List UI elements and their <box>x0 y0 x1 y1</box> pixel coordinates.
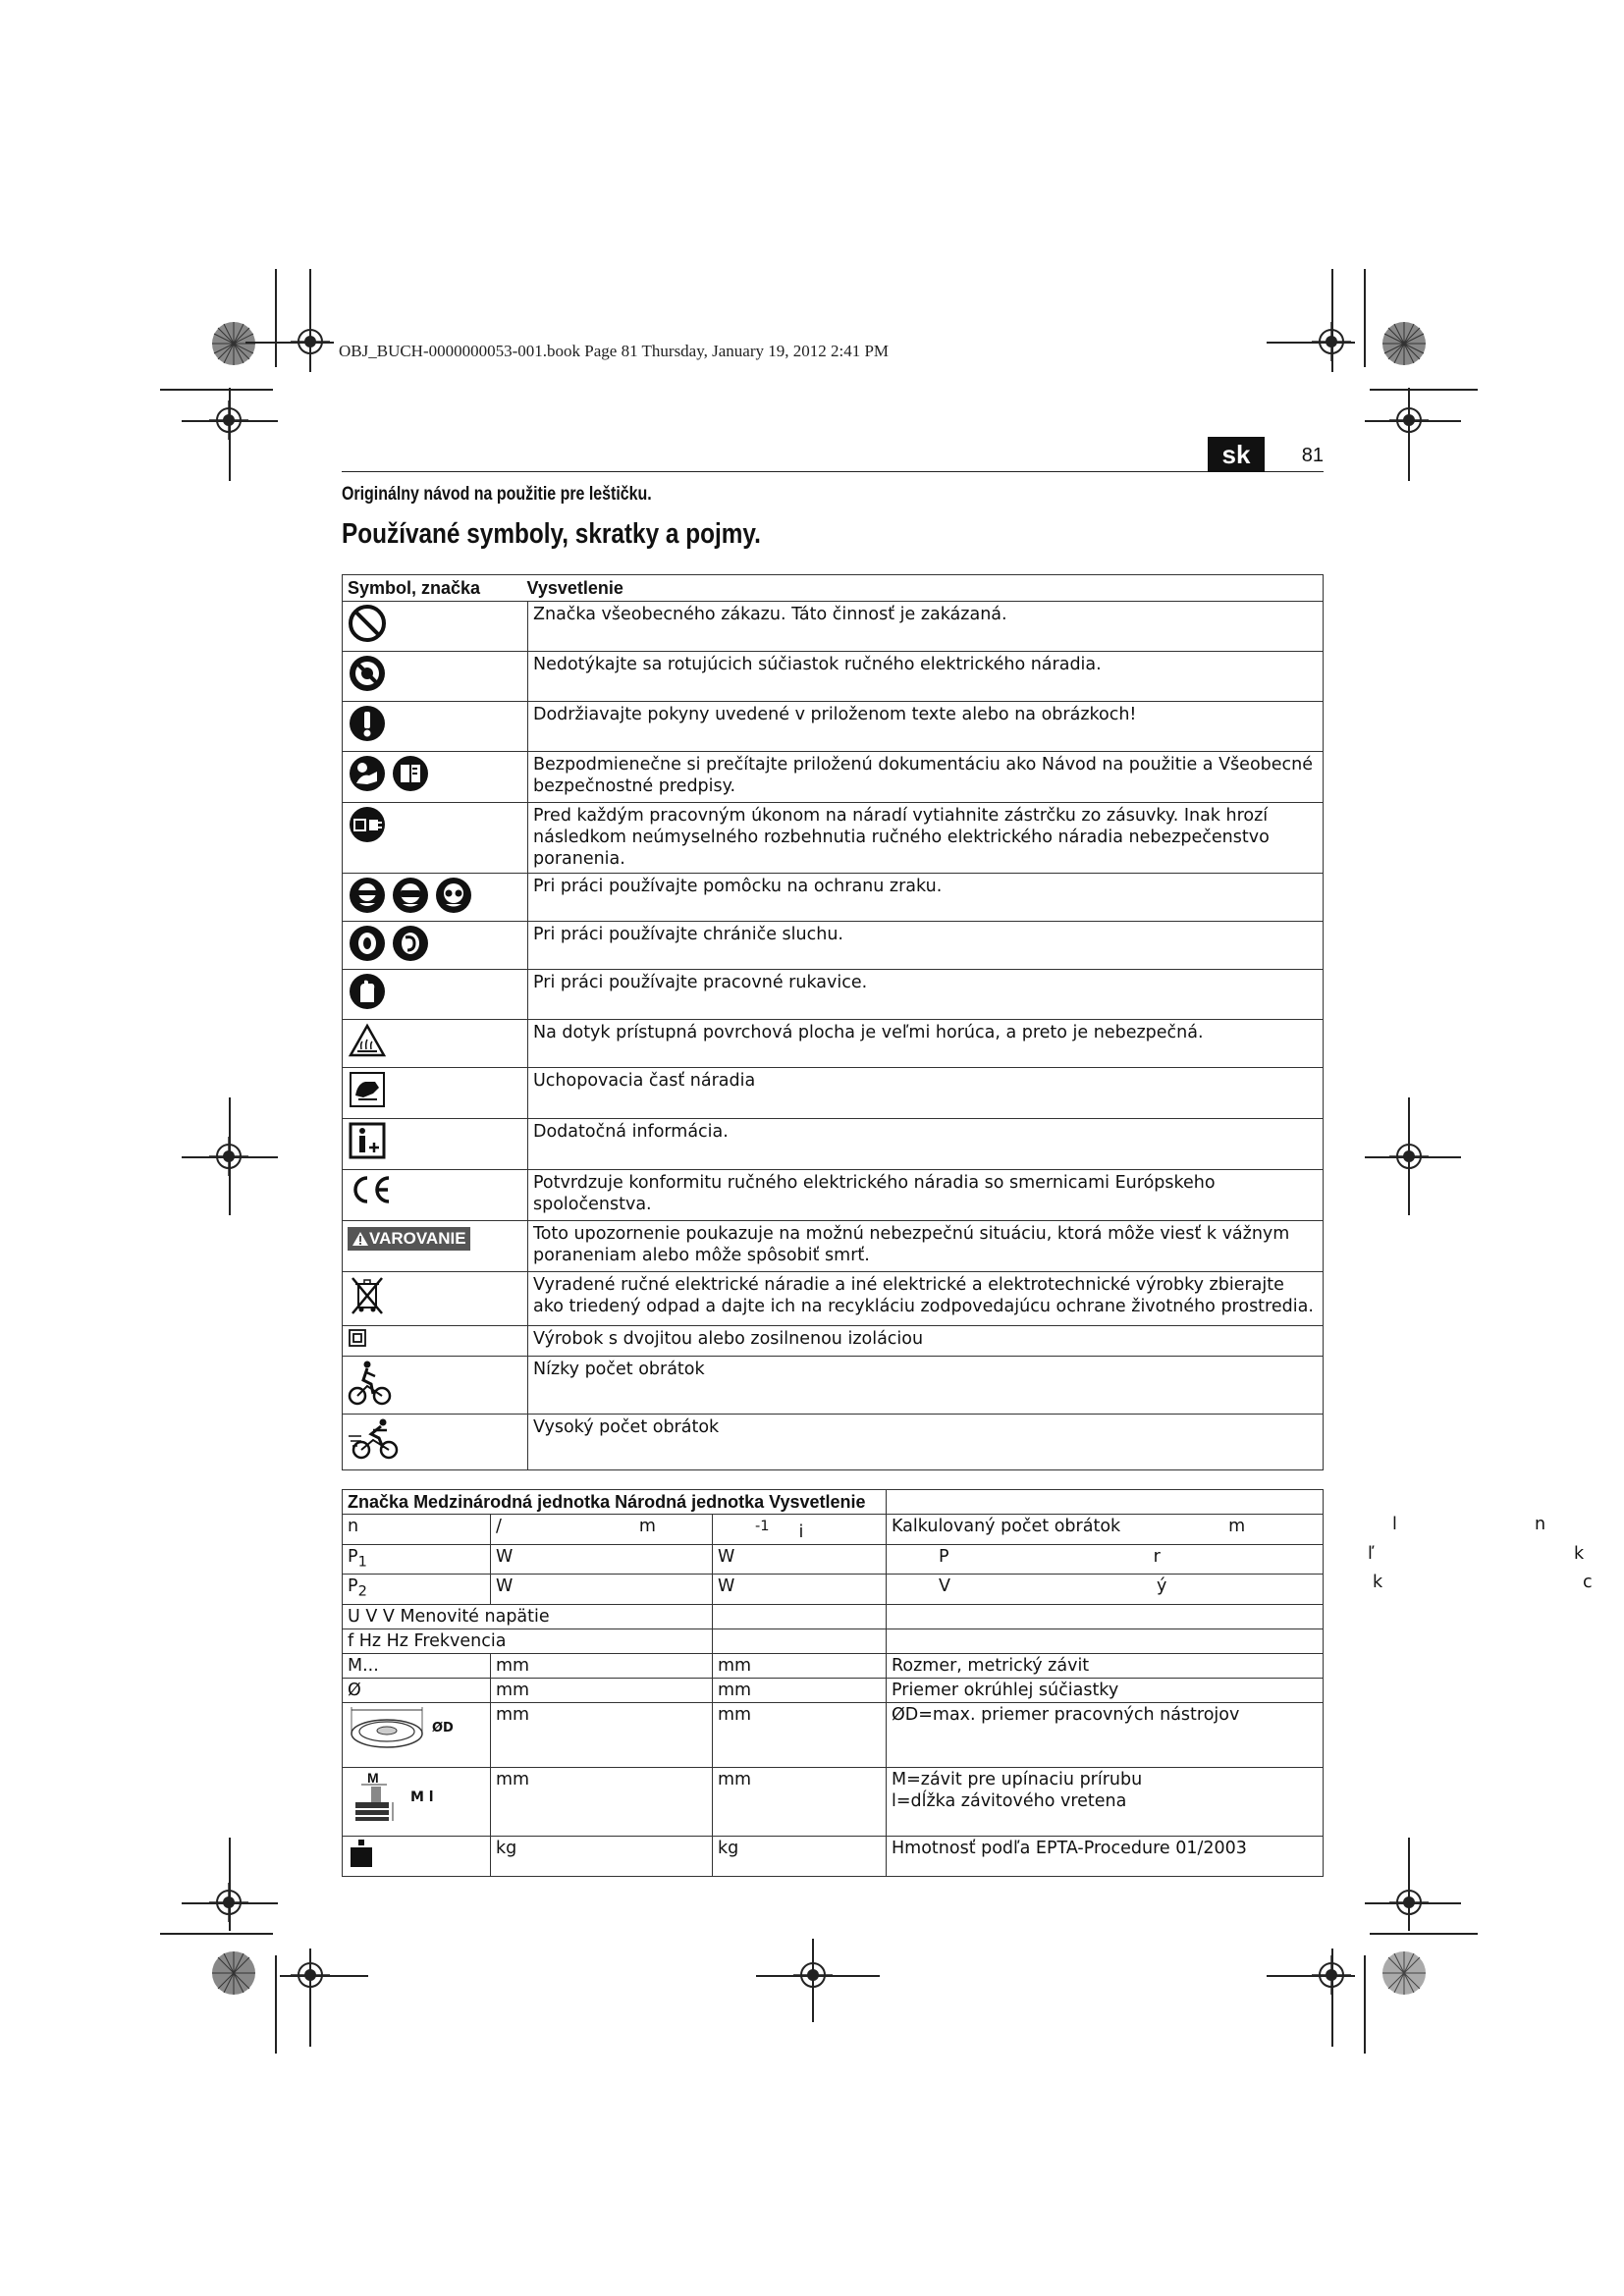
intl-unit-cell: mm <box>491 1653 713 1678</box>
explanation-cell: Toto upozornenie poukazuje na možnú nebezpečnú situáciu, ktorá môže viesť k vážnym poraneniam alebo môže spôsobiť smrť. <box>528 1221 1324 1272</box>
high-speed-bike-icon <box>348 1416 403 1460</box>
explanation-cell: Nedotýkajte sa rotujúcich súčiastok ručného elektrického náradia. <box>528 652 1324 702</box>
symbol-cell <box>343 1272 528 1326</box>
table-row <box>343 1836 1324 1876</box>
symbol-cell <box>343 1221 528 1272</box>
crop-line <box>229 1838 231 1931</box>
table-row <box>343 1068 1324 1119</box>
crop-line <box>1365 420 1461 422</box>
symbol-cell <box>343 702 528 752</box>
color-target-icon <box>210 1949 257 1997</box>
national-unit-cell <box>713 1604 887 1629</box>
symbol-cell: $P_1$ <box>343 1544 491 1575</box>
column-header-empty <box>887 1490 1324 1515</box>
crop-line <box>1370 389 1478 391</box>
crop-line <box>1364 1955 1366 2054</box>
description-cell: Priemer okrúhlej súčiastky <box>887 1678 1324 1702</box>
file-info: OBJ_BUCH-0000000053-001.book Page 81 Thursday, January 19, 2012 2:41 PM <box>339 342 890 360</box>
crop-line <box>756 1975 880 1977</box>
table-row <box>343 1357 1324 1415</box>
table-row <box>343 1767 1324 1836</box>
intl-unit-cell: / m <box>491 1515 713 1545</box>
info-icon <box>348 1121 387 1160</box>
spindle-thread-icon: M M l <box>348 1769 485 1826</box>
national-unit-cell: mm <box>713 1678 887 1702</box>
table-row <box>343 1653 1324 1678</box>
weee-bin-icon <box>348 1274 387 1317</box>
symbol-cell <box>343 922 528 970</box>
national-unit-cell <box>713 1629 887 1653</box>
table-row <box>343 1170 1324 1221</box>
explanation-cell: Značka všeobecného zákazu. Táto činnosť je zakázaná. <box>528 602 1324 652</box>
read-manual-icon <box>348 754 522 793</box>
table-row <box>343 1020 1324 1068</box>
crop-line <box>182 1156 278 1158</box>
national-unit-cell: mm <box>713 1767 887 1836</box>
table-row <box>343 970 1324 1020</box>
explanation-cell: Pred každým pracovným úkonom na náradí vytiahnite zástrčku zo zásuvky. Inak hrozí následkom neúmyselného rozbehnutia ručného elektrického náradia nebezpečenstvo poranenia. <box>528 803 1324 874</box>
overflow-char: n <box>1535 1515 1546 1534</box>
crop-line <box>309 1949 311 2047</box>
crop-line <box>160 1933 273 1935</box>
description-cell: M=závit pre upínaciu prírubu l=dĺžka závitového vretena <box>887 1767 1324 1836</box>
symbol-cell: Ø <box>343 1678 491 1702</box>
overflow-char: k <box>1574 1544 1585 1564</box>
description-cell: Rozmer, metrický závit <box>887 1653 1324 1678</box>
crop-line <box>1267 342 1355 344</box>
ear-protection-icon <box>348 924 522 963</box>
ce-mark-icon <box>348 1172 395 1207</box>
overflow-char: c <box>1583 1573 1593 1592</box>
table-row <box>343 1544 1324 1575</box>
intl-unit-cell: mm <box>491 1702 713 1767</box>
table-header-row <box>343 575 1324 602</box>
explanation-cell: Pri práci používajte pracovné rukavice. <box>528 970 1324 1020</box>
symbol-cell <box>343 1170 528 1221</box>
table-row <box>343 803 1324 874</box>
crop-line <box>309 269 311 372</box>
no-touch-rotating-icon <box>348 654 387 693</box>
table-row <box>343 1629 1324 1653</box>
explanation-cell: Dodržiavajte pokyny uvedené v priloženom texte alebo na obrázkoch! <box>528 702 1324 752</box>
explanation-cell: Pri práci používajte pomôcku na ochranu zraku. <box>528 874 1324 922</box>
crop-line <box>1365 1156 1461 1158</box>
crop-line <box>160 389 273 391</box>
exclamation-icon <box>348 704 387 743</box>
intl-unit-cell: mm <box>491 1678 713 1702</box>
symbol-cell <box>343 803 528 874</box>
intl-unit-cell: kg <box>491 1836 713 1876</box>
description-cell <box>887 1629 1324 1653</box>
national-unit-cell: W <box>713 1575 887 1605</box>
column-header: Vysvetlenie <box>528 575 1324 602</box>
symbols-table <box>342 574 1324 1470</box>
gloves-icon <box>348 972 387 1011</box>
table-row <box>343 602 1324 652</box>
national-unit-cell: mm <box>713 1653 887 1678</box>
symbol-cell: $P_2$ <box>343 1575 491 1605</box>
symbol-cell <box>343 874 528 922</box>
crop-line <box>275 1955 277 2054</box>
column-header: Symbol, značka <box>343 575 528 602</box>
merged-cell: f Hz Hz Frekvencia <box>343 1629 713 1653</box>
table-row <box>343 1702 1324 1767</box>
table-row <box>343 1575 1324 1605</box>
table-row <box>343 874 1324 922</box>
symbol-cell <box>343 652 528 702</box>
language-tab: sk <box>1208 437 1265 472</box>
subtitle: Originálny návod na použitie pre leštičku. <box>342 484 652 505</box>
table-row <box>343 702 1324 752</box>
crop-line <box>182 1902 278 1904</box>
crop-line <box>1408 388 1410 481</box>
table-row <box>343 1515 1324 1545</box>
table-row <box>343 1221 1324 1272</box>
color-target-icon <box>210 320 257 367</box>
merged-cell: U V V Menovité napätie <box>343 1604 713 1629</box>
crop-line <box>182 420 278 422</box>
table-header-row <box>343 1490 1324 1515</box>
explanation-cell: Vysoký počet obrátok <box>528 1415 1324 1470</box>
crop-line <box>1331 269 1333 372</box>
disc-diameter-icon: ØD <box>348 1704 485 1753</box>
units-table <box>342 1489 1324 1877</box>
national-unit-cell: $^{-1}$ i <box>713 1515 887 1545</box>
symbol-cell <box>343 1119 528 1170</box>
explanation-cell: Dodatočná informácia. <box>528 1119 1324 1170</box>
intl-unit-cell: W <box>491 1575 713 1605</box>
crop-line <box>280 1975 368 1977</box>
explanation-cell: Bezpodmienečne si prečítajte priloženú dokumentáciu ako Návod na použitie a Všeobecné bezpečnostné predpisy. <box>528 752 1324 803</box>
weight-icon <box>348 1838 375 1869</box>
table-row <box>343 1326 1324 1357</box>
crop-line <box>1365 1902 1461 1904</box>
table-row <box>343 1119 1324 1170</box>
symbol-cell <box>343 752 528 803</box>
hot-surface-icon <box>348 1022 387 1059</box>
column-header: Značka Medzinárodná jednotka Národná jednotka Vysvetlenie <box>343 1490 887 1515</box>
symbol-cell <box>343 1020 528 1068</box>
symbol-cell <box>343 1415 528 1470</box>
crop-line <box>275 269 277 367</box>
intl-unit-cell: mm <box>491 1767 713 1836</box>
symbol-cell: M... <box>343 1653 491 1678</box>
table-row <box>343 1678 1324 1702</box>
symbol-cell <box>343 1836 491 1876</box>
national-unit-cell: mm <box>713 1702 887 1767</box>
page-header <box>342 432 1324 472</box>
low-speed-bike-icon <box>348 1359 393 1406</box>
description-cell: Kalkulovaný počet obrátok m <box>887 1515 1324 1545</box>
crop-line <box>1408 1838 1410 1931</box>
explanation-cell: Pri práci používajte chrániče sluchu. <box>528 922 1324 970</box>
color-target-icon <box>1380 320 1428 367</box>
symbol-cell <box>343 602 528 652</box>
grip-surface-icon <box>348 1070 387 1109</box>
symbol-cell <box>343 1068 528 1119</box>
description-cell: ØD=max. priemer pracovných nástrojov <box>887 1702 1324 1767</box>
explanation-cell: Uchopovacia časť náradia <box>528 1068 1324 1119</box>
table-row <box>343 922 1324 970</box>
crop-line <box>1267 1975 1355 1977</box>
svg-text:M: M <box>367 1769 379 1786</box>
explanation-cell: Výrobok s dvojitou alebo zosilnenou izoláciou <box>528 1326 1324 1357</box>
symbol-cell <box>343 1326 528 1357</box>
overflow-char: k <box>1373 1573 1383 1592</box>
overflow-char: ľ <box>1368 1544 1375 1564</box>
symbol-cell <box>343 1357 528 1415</box>
symbol-cell: n <box>343 1515 491 1545</box>
crop-line <box>1331 1949 1333 2047</box>
page-title: Používané symboly, skratky a pojmy. <box>342 518 761 550</box>
description-cell: V ý <box>887 1575 1324 1605</box>
symbol-cell <box>343 1702 491 1767</box>
crop-line <box>812 1939 814 2022</box>
crop-line <box>1364 269 1366 367</box>
symbol-cell <box>343 1767 491 1836</box>
intl-unit-cell: W <box>491 1544 713 1575</box>
crop-line <box>229 388 231 481</box>
description-cell <box>887 1604 1324 1629</box>
table-row <box>343 652 1324 702</box>
overflow-char: l <box>1392 1515 1397 1534</box>
table-row <box>343 1415 1324 1470</box>
explanation-cell: Vyradené ručné elektrické náradie a iné elektrické a elektrotechnické výrobky zbierajte ako triedený odpad a dajte ich na recykláciu zodpovedajúcu ochrane životného prostredia. <box>528 1272 1324 1326</box>
symbol-cell <box>343 970 528 1020</box>
explanation-cell: Na dotyk prístupná povrchová plocha je veľmi horúca, a preto je nebezpečná. <box>528 1020 1324 1068</box>
national-unit-cell: kg <box>713 1836 887 1876</box>
crop-line <box>1370 1933 1478 1935</box>
table-row <box>343 1604 1324 1629</box>
eye-protection-icon <box>348 876 522 915</box>
double-insulation-icon <box>348 1328 367 1348</box>
unplug-icon <box>348 805 387 844</box>
table-row <box>343 752 1324 803</box>
explanation-cell: Nízky počet obrátok <box>528 1357 1324 1415</box>
prohibition-icon <box>348 604 387 643</box>
warning-triangle-icon <box>352 1231 369 1247</box>
description-cell: P r <box>887 1544 1324 1575</box>
crop-line <box>245 342 334 344</box>
description-cell: Hmotnosť podľa EPTA-Procedure 01/2003 <box>887 1836 1324 1876</box>
national-unit-cell: W <box>713 1544 887 1575</box>
color-target-icon <box>1380 1949 1428 1997</box>
explanation-cell: Potvrdzuje konformitu ručného elektrického náradia so smernicami Európskeho spoločenstva. <box>528 1170 1324 1221</box>
table-row <box>343 1272 1324 1326</box>
warning-label: VAROVANIE <box>348 1227 470 1251</box>
page-number: 81 <box>1301 445 1324 466</box>
